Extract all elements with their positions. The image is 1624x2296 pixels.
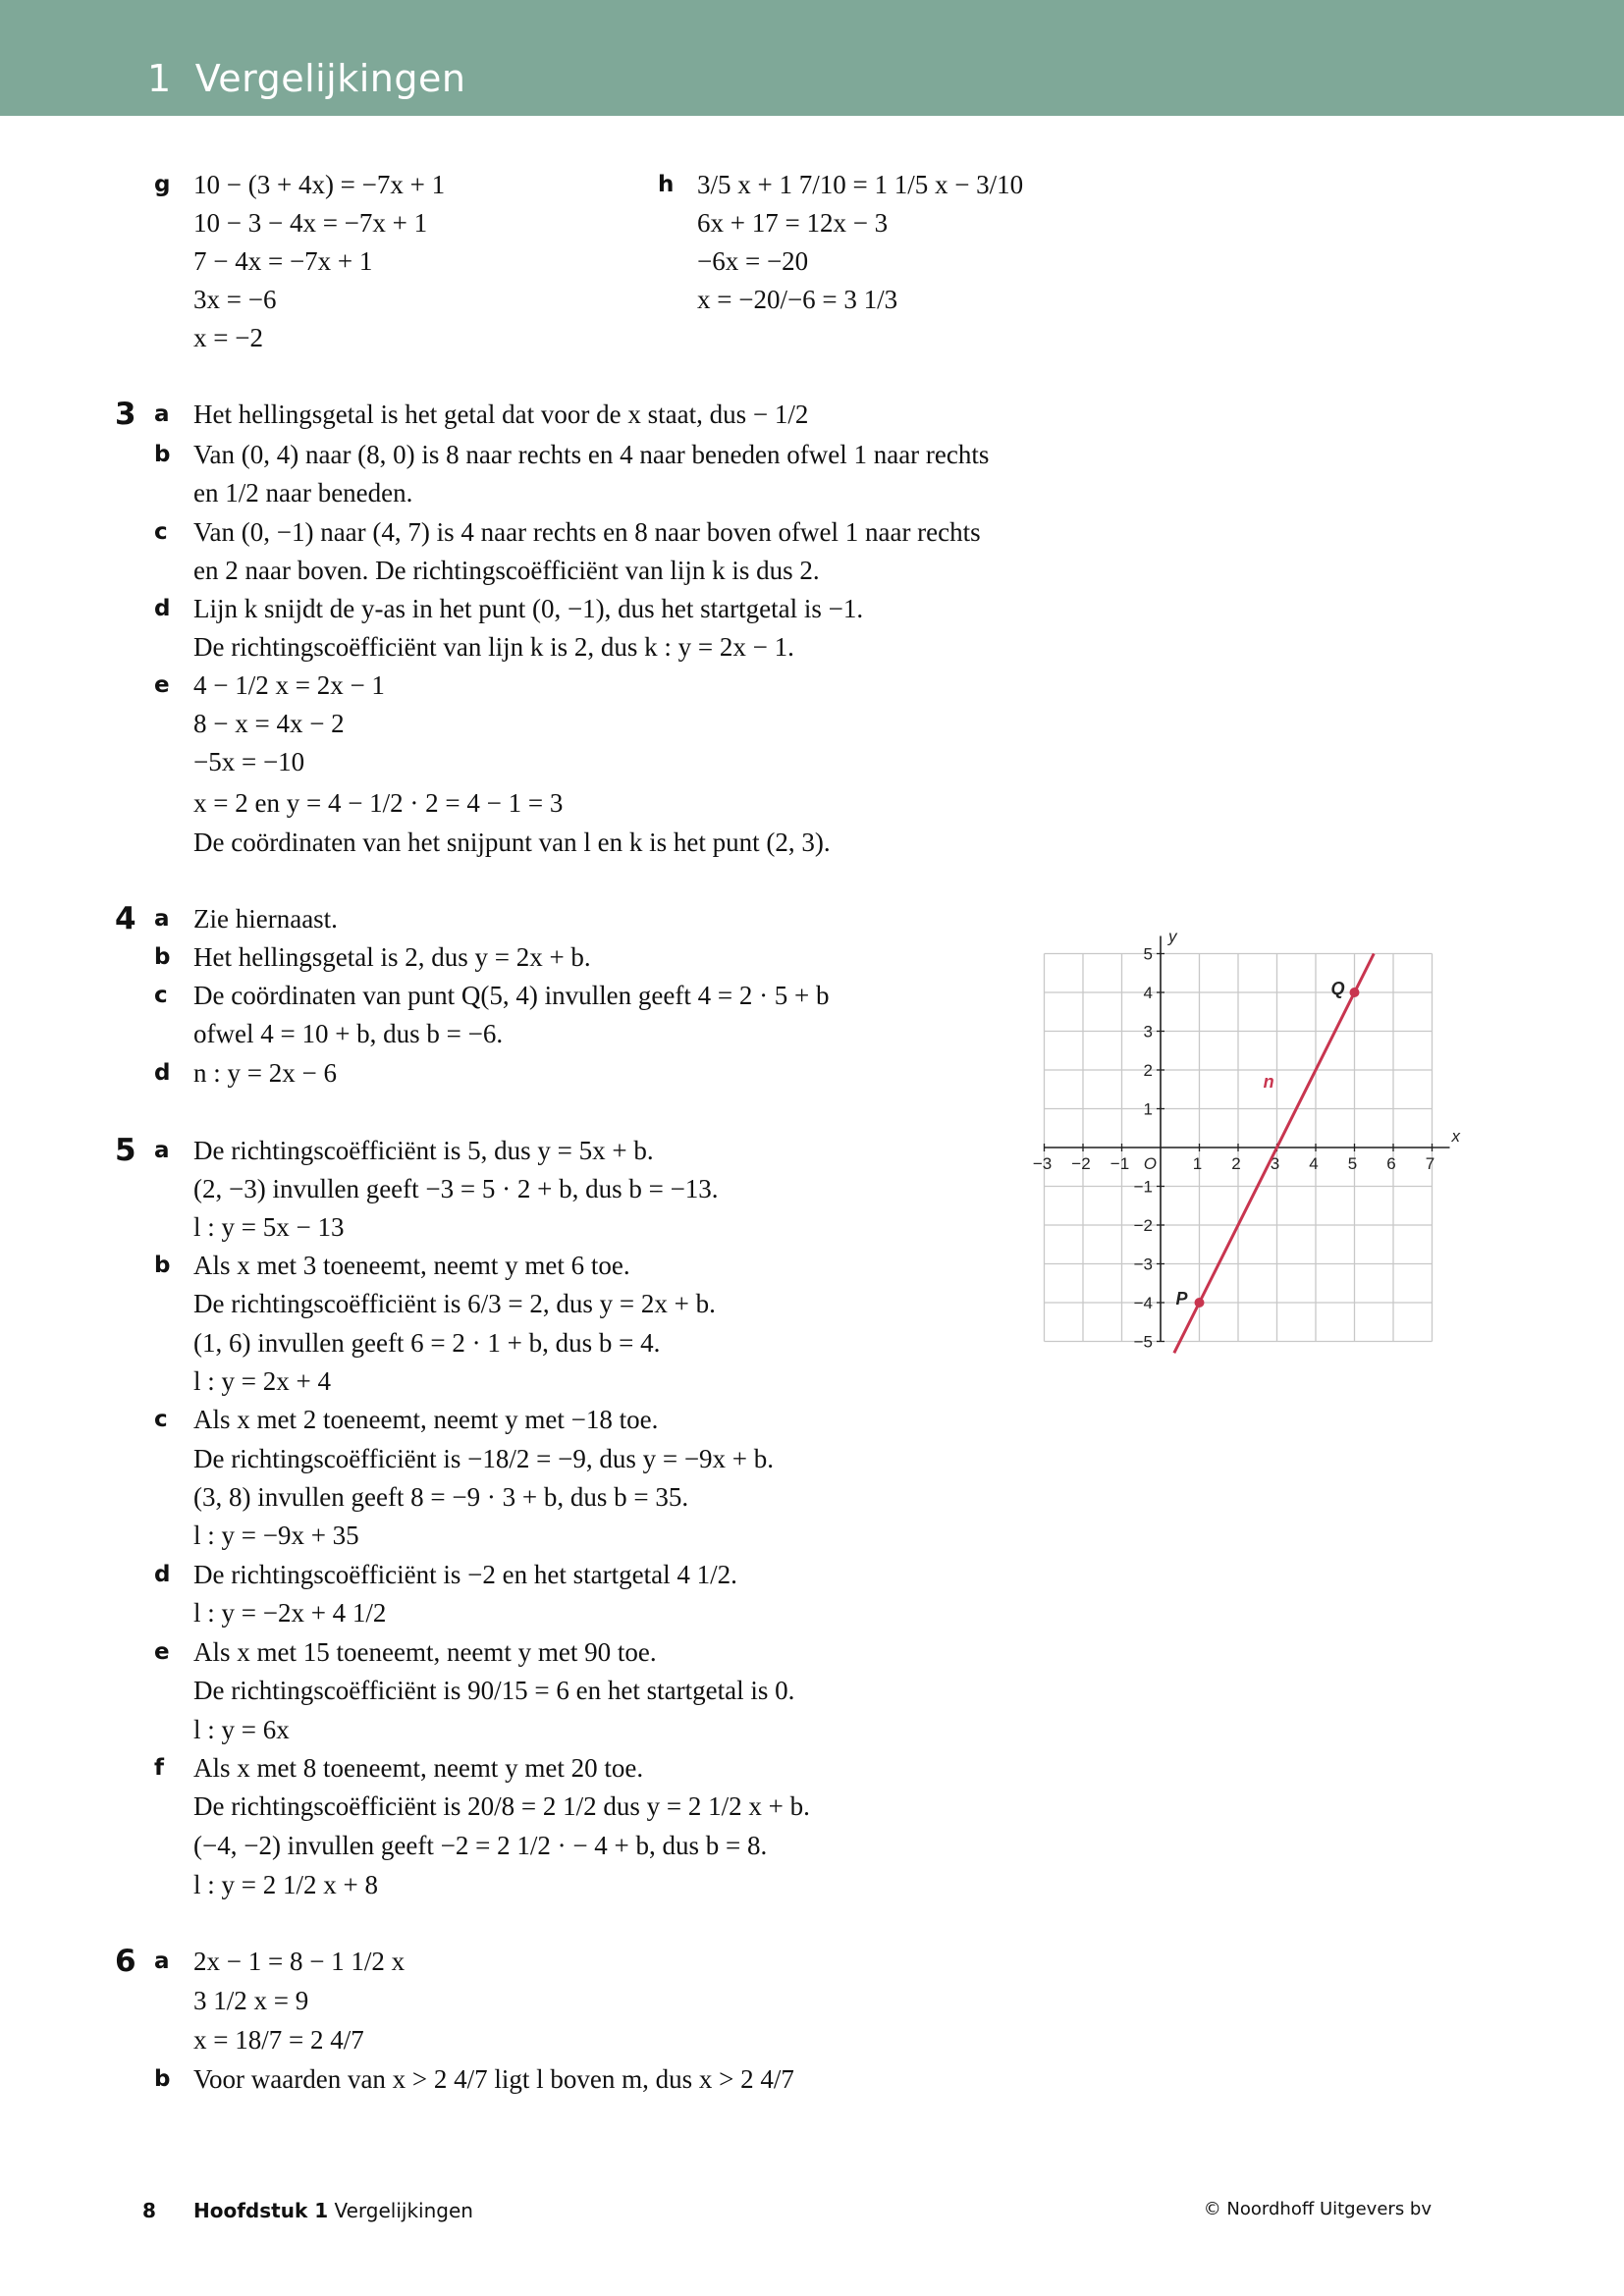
- x-tick-label: 3: [1270, 1154, 1280, 1173]
- item-label: b: [154, 2066, 171, 2092]
- text-line: Lijn k snijdt de y-as in het punt (0, −1), dus het startgetal is −1.: [193, 594, 864, 623]
- y-tick-label: −2: [1133, 1216, 1153, 1235]
- text-line: De richtingscoëfficiënt van lijn k is 2, dus k : y = 2x − 1.: [193, 632, 794, 662]
- item-label: d: [154, 596, 171, 621]
- item-label: c: [154, 1407, 168, 1432]
- math-line: 10 − 3 − 4x = −7x + 1: [193, 208, 428, 238]
- math-line: l : y = 2 1/2 x + 8: [193, 1870, 378, 1899]
- page-header: [0, 0, 1624, 116]
- math-line: 8 − x = 4x − 2: [193, 709, 345, 738]
- math-line: −6x = −20: [697, 246, 809, 276]
- text-line: De richtingscoëfficiënt is −2 en het startgetal 4 1/2.: [193, 1560, 737, 1589]
- exercise-number: 3: [115, 397, 136, 432]
- text-line: De richtingscoëfficiënt is 6/3 = 2, dus y = 2x + b.: [193, 1289, 716, 1318]
- text-line: Van (0, −1) naar (4, 7) is 4 naar rechts en 8 naar boven ofwel 1 naar rechts: [193, 517, 981, 547]
- item-label: b: [154, 944, 171, 970]
- text-line: (−4, −2) invullen geeft −2 = 2 1/2 · − 4 + b, dus b = 8.: [193, 1831, 768, 1860]
- x-tick-label: −3: [1032, 1154, 1053, 1173]
- math-line: 6x + 17 = 12x − 3: [697, 208, 889, 238]
- text-line: Als x met 15 toeneemt, neemt y met 90 toe.: [193, 1637, 657, 1667]
- math-line: 2x − 1 = 8 − 1 1/2 x: [193, 1947, 406, 1976]
- math-line: 3/5 x + 1 7/10 = 1 1/5 x − 3/10: [697, 170, 1024, 199]
- footer-chapter-bold: Hoofdstuk 1: [193, 2199, 329, 2222]
- math-line: l : y = 5x − 13: [193, 1212, 345, 1242]
- item-label: d: [154, 1562, 171, 1587]
- text-line: en 2 naar boven. De richtingscoëfficiënt van lijn k is dus 2.: [193, 556, 820, 585]
- math-line: n : y = 2x − 6: [193, 1058, 337, 1088]
- text-line: Het hellingsgetal is het getal dat voor de x staat, dus − 1/2: [193, 400, 809, 429]
- point-label-q: Q: [1330, 979, 1345, 998]
- text-line: en 1/2 naar beneden.: [193, 478, 413, 507]
- math-line: l : y = −2x + 4 1/2: [193, 1598, 387, 1628]
- text-line: Als x met 2 toeneemt, neemt y met −18 toe.: [193, 1405, 659, 1434]
- math-line: l : y = 6x: [193, 1715, 290, 1744]
- y-tick-label: 2: [1143, 1061, 1153, 1080]
- item-label: f: [154, 1755, 165, 1781]
- text-line: De coördinaten van het snijpunt van l en k is het punt (2, 3).: [193, 828, 831, 857]
- text-line: Als x met 8 toeneemt, neemt y met 20 toe.: [193, 1753, 644, 1783]
- y-tick-label: −4: [1133, 1294, 1153, 1312]
- point-q: [1350, 988, 1360, 997]
- text-line: De coördinaten van punt Q(5, 4) invullen geeft 4 = 2 · 5 + b: [193, 981, 830, 1010]
- line-n-label: n: [1263, 1071, 1274, 1092]
- y-tick-label: −3: [1133, 1255, 1153, 1274]
- item-label: e: [154, 672, 170, 698]
- text-line: Als x met 3 toeneemt, neemt y met 6 toe.: [193, 1251, 630, 1280]
- item-label: d: [154, 1060, 171, 1086]
- y-axis-label: y: [1168, 927, 1177, 946]
- math-line: x = 2 en y = 4 − 1/2 · 2 = 4 − 1 = 3: [193, 788, 564, 818]
- point-p: [1195, 1298, 1205, 1308]
- footer-chapter: [193, 2199, 473, 2222]
- footer-chapter-title: Vergelijkingen: [334, 2199, 473, 2222]
- chapter-number: 1: [147, 57, 172, 100]
- math-line: −5x = −10: [193, 747, 305, 776]
- coordinate-graph: [1032, 903, 1473, 1352]
- copyright: © Noordhoff Uitgevers bv: [1203, 2199, 1432, 2219]
- item-label: c: [154, 983, 168, 1008]
- x-tick-label: 6: [1386, 1154, 1396, 1173]
- text-line: ofwel 4 = 10 + b, dus b = −6.: [193, 1019, 504, 1048]
- math-line: x = −2: [193, 323, 263, 352]
- item-label: a: [154, 906, 170, 932]
- math-line: l : y = 2x + 4: [193, 1366, 331, 1396]
- item-label: b: [154, 1253, 171, 1278]
- exercise-number: 4: [115, 901, 136, 936]
- y-tick-label: 4: [1143, 984, 1153, 1002]
- text-line: De richtingscoëfficiënt is 5, dus y = 5x + b.: [193, 1136, 654, 1165]
- text-line: Het hellingsgetal is 2, dus y = 2x + b.: [193, 942, 591, 972]
- y-tick-label: −5: [1133, 1332, 1153, 1352]
- y-tick-label: −1: [1133, 1177, 1153, 1197]
- origin-label: O: [1143, 1154, 1157, 1173]
- math-line: 3 1/2 x = 9: [193, 1986, 309, 2015]
- y-tick-label: 3: [1143, 1022, 1153, 1041]
- x-axis-label: x: [1451, 1127, 1460, 1146]
- text-line: Zie hiernaast.: [193, 904, 338, 934]
- exercise-number: 5: [115, 1133, 136, 1168]
- math-line: x = −20/−6 = 3 1/3: [697, 285, 898, 314]
- line-n: [1174, 954, 1374, 1354]
- x-tick-label: 2: [1231, 1154, 1241, 1173]
- math-line: 7 − 4x = −7x + 1: [193, 246, 373, 276]
- item-label: a: [154, 401, 170, 427]
- text-line: (1, 6) invullen geeft 6 = 2 · 1 + b, dus b = 4.: [193, 1328, 661, 1358]
- text-line: De richtingscoëfficiënt is −18/2 = −9, dus y = −9x + b.: [193, 1444, 775, 1473]
- x-tick-label: −1: [1110, 1154, 1130, 1173]
- y-tick-label: 5: [1143, 944, 1153, 964]
- item-label: g: [154, 172, 171, 197]
- text-line: Van (0, 4) naar (8, 0) is 8 naar rechts en 4 naar beneden ofwel 1 naar rechts: [193, 440, 990, 469]
- exercise-number: 6: [115, 1944, 136, 1979]
- page-number: 8: [142, 2199, 156, 2222]
- point-label-p: P: [1175, 1289, 1188, 1308]
- chapter-name: Vergelijkingen: [194, 57, 466, 100]
- text-line: Voor waarden van x > 2 4/7 ligt l boven m, dus x > 2 4/7: [193, 2064, 794, 2094]
- item-label: c: [154, 519, 168, 545]
- chapter-title: [147, 57, 465, 100]
- math-line: 3x = −6: [193, 285, 277, 314]
- item-label: b: [154, 442, 171, 467]
- math-line: 10 − (3 + 4x) = −7x + 1: [193, 170, 446, 199]
- item-label: a: [154, 1949, 170, 1974]
- x-tick-label: 1: [1192, 1154, 1203, 1173]
- math-line: l : y = −9x + 35: [193, 1521, 359, 1550]
- x-tick-label: −2: [1071, 1154, 1091, 1173]
- text-line: (2, −3) invullen geeft −3 = 5 · 2 + b, dus b = −13.: [193, 1174, 719, 1203]
- item-label: e: [154, 1639, 170, 1665]
- text-line: De richtingscoëfficiënt is 20/8 = 2 1/2 dus y = 2 1/2 x + b.: [193, 1791, 810, 1821]
- item-label: a: [154, 1138, 170, 1163]
- math-line: 4 − 1/2 x = 2x − 1: [193, 670, 385, 700]
- text-line: (3, 8) invullen geeft 8 = −9 · 3 + b, dus b = 35.: [193, 1482, 689, 1512]
- x-tick-label: 7: [1425, 1154, 1435, 1173]
- x-tick-label: 5: [1347, 1154, 1358, 1173]
- x-tick-label: 4: [1309, 1154, 1319, 1173]
- item-label: h: [658, 172, 675, 197]
- math-line: x = 18/7 = 2 4/7: [193, 2025, 364, 2055]
- y-tick-label: 1: [1143, 1099, 1153, 1119]
- text-line: De richtingscoëfficiënt is 90/15 = 6 en het startgetal is 0.: [193, 1676, 795, 1705]
